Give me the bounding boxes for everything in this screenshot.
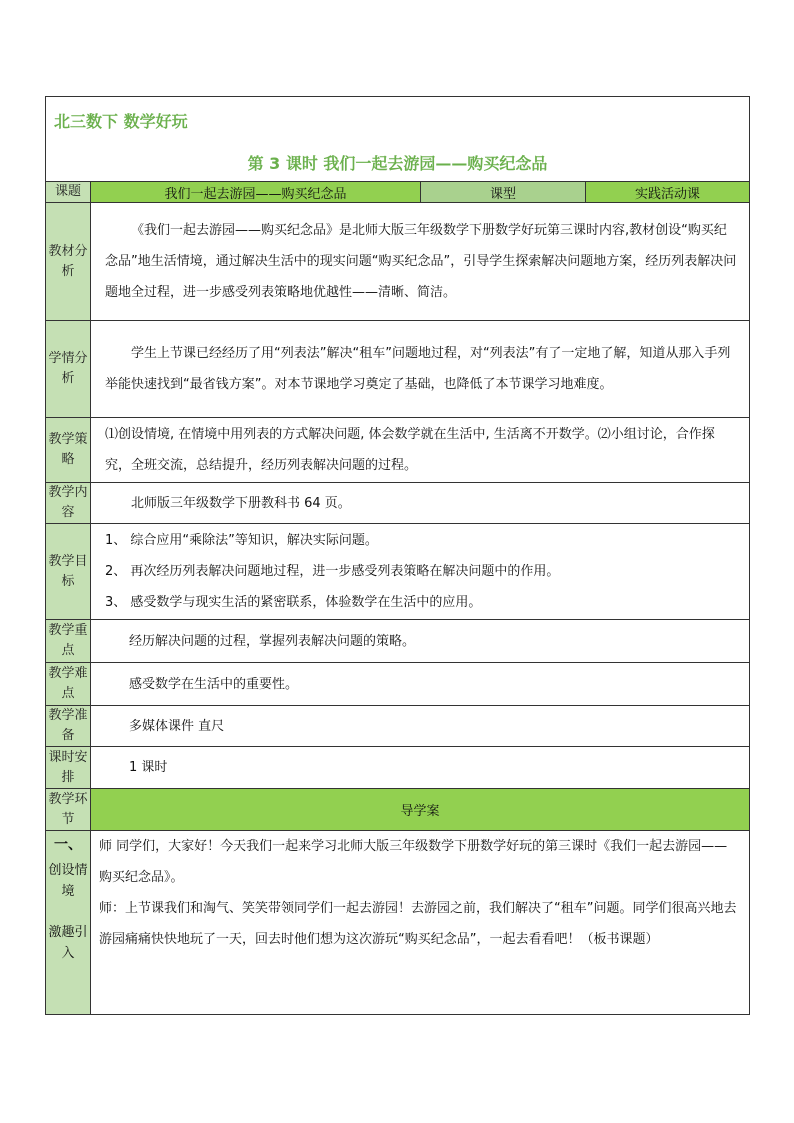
title-cell [46,97,750,182]
content-text: 学生上节课已经经历了用“列表法”解决“租车”问题地过程，对“列表法”有了一定地了解，知道从那入手列举能快速找到“最省钱方案”。对本节课地学习奠定了基础，也降低了本节课学习地难度。 [105,346,731,392]
row-label-content: 教学内容 [46,483,91,524]
row-label-schedule: 课时安排 [46,747,91,789]
row-content-preparation [91,706,750,747]
row-label-textbook-analysis: 教材分析 [46,203,91,321]
row-label-objectives: 教学目标 [46,524,91,620]
row-content-difficulty [91,663,750,706]
objective-item: 2、 再次经历列表解决问题地过程，进一步感受列表策略在解决问题中的作用。 [105,564,560,579]
objective-item: 1、 综合应用“乘除法”等知识，解决实际问题。 [105,533,378,548]
content-text: 《我们一起去游园——购买纪念品》是北师大版三年级数学下册数学好玩第三课时内容,教材创设“购买纪念品”地生活情境，通过解决生活中的现实问题“购买纪念品”，引导学生探索解决问题地方案，经历列表解决问题地全过程，进一步感受列表策略地优越性——清晰、简洁。 [105,223,737,300]
lesson-plan-table [45,96,750,1015]
topic-value: 我们一起去游园——购买纪念品 [91,182,421,203]
intro-content [91,831,750,1015]
row-label-difficulty: 教学难点 [46,663,91,706]
content-text: 北师版三年级数学下册教科书 64 页。 [131,495,351,511]
row-label-student-analysis: 学情分析 [46,321,91,418]
intro-section-number: 一、 [54,837,82,853]
document-header: 北三数下 数学好玩 [54,112,188,131]
topic-label: 课题 [46,182,91,203]
row-label-key-point: 教学重点 [46,620,91,663]
row-label-teaching-section: 教学环节 [46,789,91,831]
content-text: 感受数学在生活中的重要性。 [129,676,299,692]
row-content-strategy [91,418,750,483]
type-label: 课型 [421,182,586,203]
objective-item: 3、 感受数学与现实生活的紧密联系，体验数学在生活中的应用。 [105,595,482,610]
row-label-preparation: 教学准备 [46,706,91,747]
row-content-content [91,483,750,524]
content-text: 多媒体课件 直尺 [129,718,225,734]
row-content-key-point [91,620,750,663]
intro-paragraph: 师 同学们，大家好！今天我们一起来学习北师大版三年级数学下册数学好玩的第三课时《我们一起去游园——购买纪念品》。 [99,839,728,885]
row-content-textbook-analysis [91,203,750,321]
intro-section-label [46,831,91,1015]
type-value: 实践活动课 [586,182,750,203]
intro-section-subtitle: 激趣引入 [48,925,88,961]
row-content-schedule [91,747,750,789]
section-heading: 导学案 [91,789,750,831]
row-label-strategy: 教学策略 [46,418,91,483]
intro-paragraph: 师：上节课我们和淘气、笑笑带领同学们一起去游园！去游园之前，我们解决了“租车”问题。同学们很高兴地去游园痛痛快快地玩了一天，回去时他们想为这次游玩“购买纪念品”，一起去看看吧！（板书课题） [99,901,737,947]
intro-section-title: 创设情境 [48,863,88,899]
row-content-objectives [91,524,750,620]
row-content-student-analysis [91,321,750,418]
lesson-plan-document [45,96,749,1015]
lesson-title: 第 3 课时 我们一起去游园——购买纪念品 [247,154,548,173]
content-text: ⑴创设情境, 在情境中用列表的方式解决问题, 体会数学就在生活中, 生活离不开数学。⑵小组讨论，合作探究，全班交流，总结提升，经历列表解决问题的过程。 [105,427,715,473]
content-text: 经历解决问题的过程，掌握列表解决问题的策略。 [129,633,416,649]
content-text: 1 课时 [129,760,168,775]
